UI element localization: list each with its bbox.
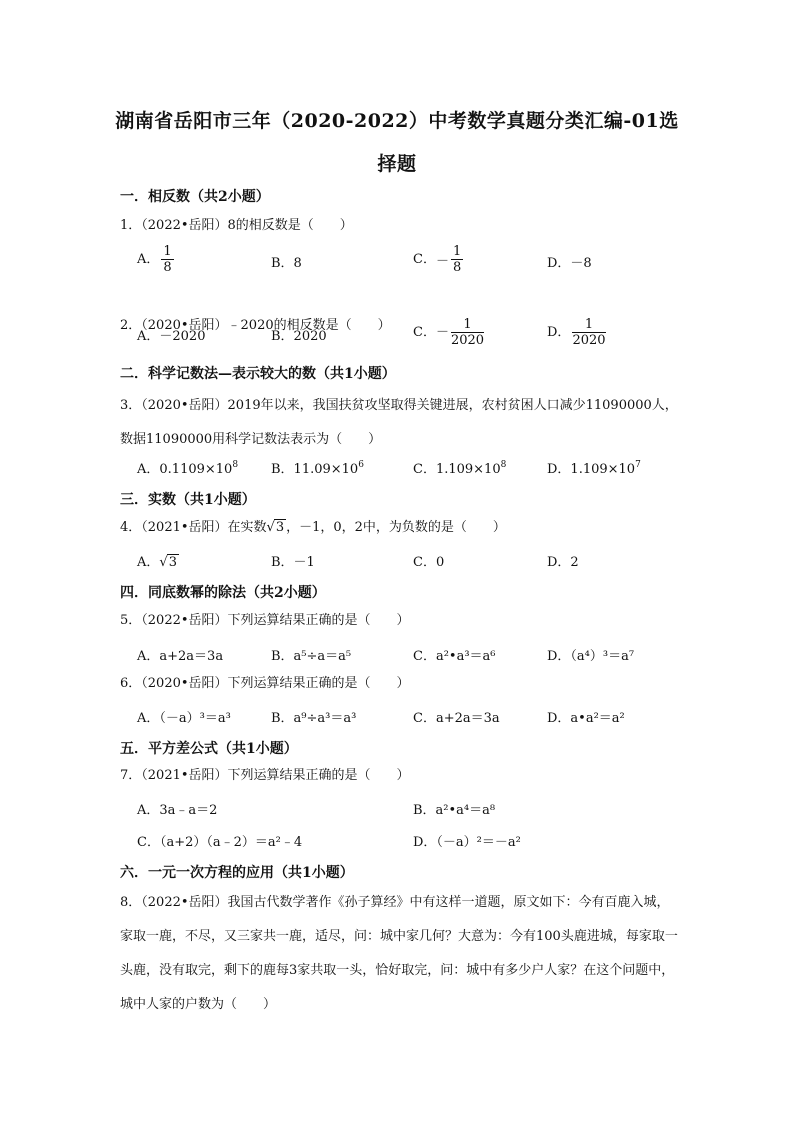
q7-option-b: B．a²•a⁴＝a⁸ [413, 803, 496, 818]
question-4-stem: 4．（2021•岳阳）在实数√3 ，－1，0，2中，为负数的是（ ） [120, 520, 506, 535]
q5-option-d: D．（a⁴）³＝a⁷ [547, 649, 635, 664]
q1-option-b: B．8 [271, 256, 302, 271]
section-heading-1: 一．相反数（共2小题） [120, 189, 270, 205]
q3-option-d: D．$1.109\times 10^7$ [547, 460, 641, 477]
q2-option-c: C．－ $\frac{1}{2020}$ [413, 317, 485, 348]
q1-option-a: A． $\frac{1}{8}$ [137, 244, 172, 275]
q3-option-b: B．$11.09\times 10^6$ [271, 460, 364, 477]
page-title: 湖南省岳阳市三年（2020-2022）中考数学真题分类汇编-01选择题 [115, 110, 679, 175]
q7-option-a: A．3a﹣a＝2 [137, 803, 218, 818]
section-heading-3: 三．实数（共1小题） [120, 492, 256, 508]
q6-option-d: D．a•a²＝a² [547, 711, 625, 726]
question-3-stem: 3．（2020•岳阳）2019年以来，我国扶贫攻坚取得关键进展，农村贫困人口减少11090000人，数据11090000用科学记数法表示为（ ） [120, 398, 678, 447]
q7-option-d: D．（－a）²＝－a² [413, 835, 521, 850]
question-7-stem: 7．（2021•岳阳）下列运算结果正确的是（ ） [120, 768, 410, 783]
q7-option-c: C．（a+2）（a﹣2）＝a²﹣4 [137, 835, 303, 850]
q6-option-a: A．（－a）³＝a³ [137, 711, 231, 726]
question-1-stem: 1．（2022•岳阳）8的相反数是（ ） [120, 218, 353, 233]
q6-option-b: B．a⁹÷a³＝a³ [271, 711, 357, 726]
q2-option-d: D． $\frac{1}{2020}$ [547, 317, 606, 348]
q4-option-a: A．√3 [137, 555, 177, 570]
q4-option-d: D．2 [547, 555, 579, 570]
q2-option-b: B．2020 [271, 329, 327, 344]
q3-option-c: C．$1.109\times 10^8$ [413, 460, 507, 477]
section-heading-4: 四．同底数幂的除法（共2小题） [120, 585, 326, 601]
question-2-stem: 2．（2020•岳阳）﹣2020的相反数是（ ） [120, 318, 391, 333]
question-5-stem: 5．（2022•岳阳）下列运算结果正确的是（ ） [120, 613, 410, 628]
q1-option-c: C．－ $\frac{1}{8}$ [413, 244, 462, 275]
q2-option-a: A．－2020 [137, 329, 206, 344]
q5-option-c: C．a²•a³＝a⁶ [413, 649, 496, 664]
question-6-stem: 6．（2020•岳阳）下列运算结果正确的是（ ） [120, 676, 410, 691]
q4-option-c: C．0 [413, 555, 445, 570]
q1-option-d: D．－8 [547, 256, 592, 271]
q4-option-b: B．－1 [271, 555, 315, 570]
q6-option-c: C．a+2a＝3a [413, 711, 500, 726]
section-heading-5: 五．平方差公式（共1小题） [120, 741, 298, 757]
q3-option-a: A．$0.1109\times 10^8$ [137, 460, 239, 477]
q5-option-b: B．a⁵÷a＝a⁵ [271, 649, 352, 664]
section-heading-2: 二．科学记数法—表示较大的数（共1小题） [120, 366, 396, 382]
q5-option-a: A．a+2a＝3a [137, 649, 224, 664]
section-heading-6: 六．一元一次方程的应用（共1小题） [120, 865, 354, 881]
question-8-stem: 8．（2022•岳阳）我国古代数学著作《孙子算经》中有这样一道题，原文如下：今有百鹿入城，家取一鹿，不尽，又三家共一鹿，适尽，问：城中家几何？大意为：今有100头鹿进城，每家取一头鹿，没有取完，剩下的鹿每3家共取一头，恰好取完，问：城中有多少户人家？在这个问题中，城中人家的户数为（ ） [120, 895, 678, 1012]
